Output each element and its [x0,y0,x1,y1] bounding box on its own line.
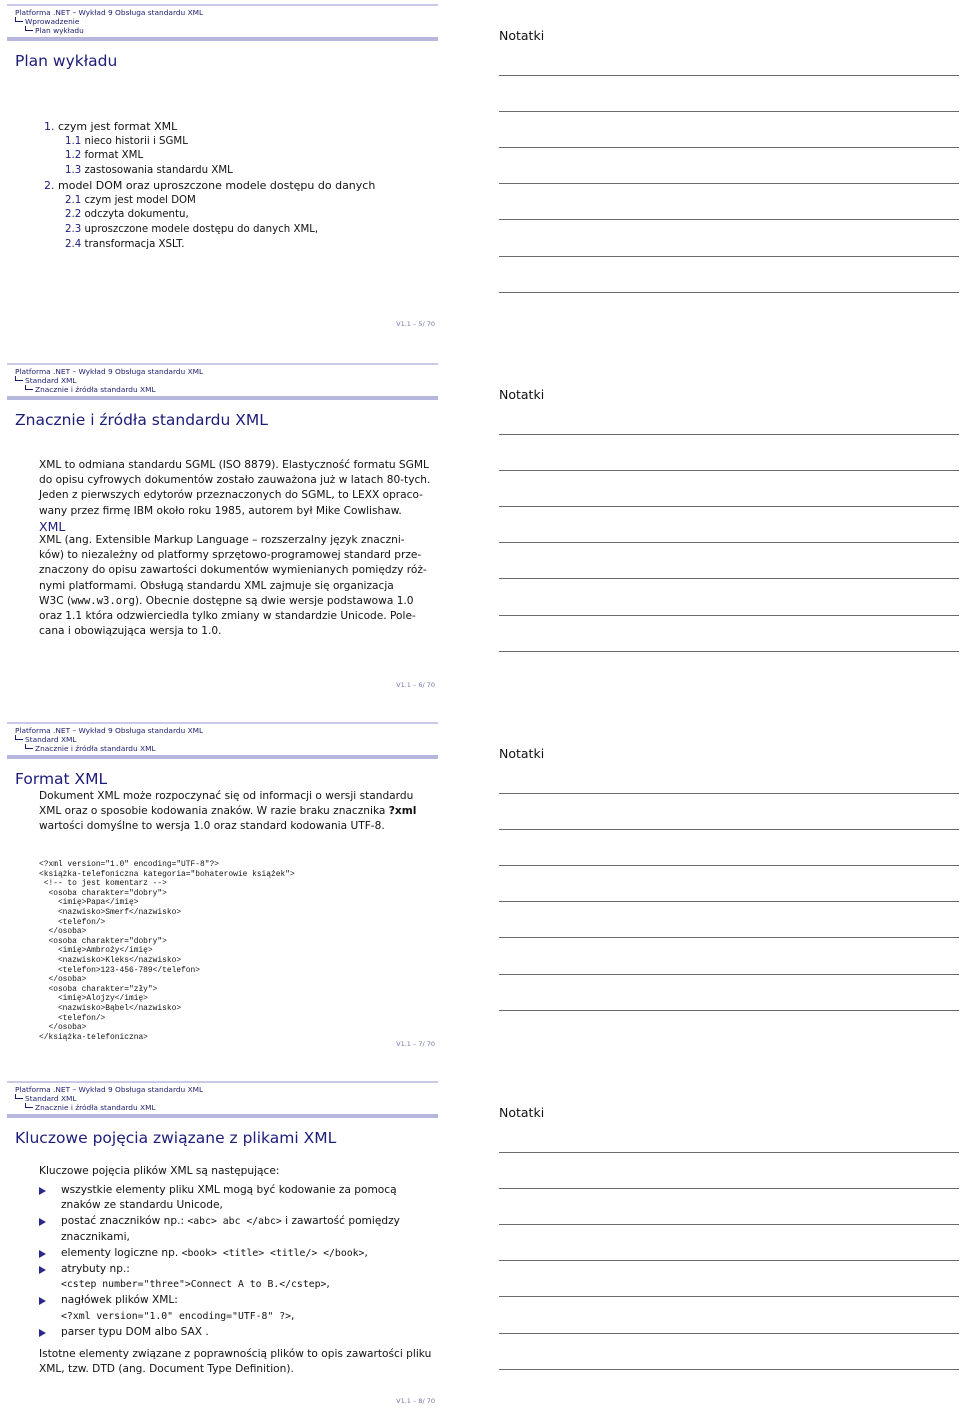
note-line [499,793,959,794]
note-line [499,1010,959,1011]
breadcrumb-subsection: Plan wykładu [15,26,84,35]
slide-footer: V1.1 – 8/ 70 [396,1397,435,1405]
bullet-triangle-icon [39,1218,46,1226]
note-line [499,1333,959,1334]
toc-subitem: 2.4 transformacja XSLT. [65,238,185,250]
notes-label: Notatki [499,387,545,402]
list-item: nagłówek plików XML: <?xml version="1.0" encoding="UTF-8" ?>, [39,1293,439,1323]
slide-7 [0,718,960,1076]
breadcrumb-root: Platforma .NET – Wykład 9 Obsługa standardu XML [15,726,204,735]
tree-hook-icon [15,17,23,22]
note-line [499,219,959,220]
slide-footer: V1.1 – 5/ 70 [396,320,435,328]
note-line [499,111,959,112]
w3c-url-link[interactable]: www.w3.org [71,594,135,607]
breadcrumb-section: Standard XML [15,735,77,744]
slide-footer: V1.1 – 6/ 70 [396,681,435,689]
tree-hook-icon [15,376,23,381]
header-bar [7,755,438,759]
note-line [499,1369,959,1370]
note-line [499,865,959,866]
list-item: postać znaczników np.: <abc> abc </abc> i zawartość pomiędzy znacznikami, [39,1214,439,1244]
toc-subitem: 2.1 czym jest model DOM [65,194,196,206]
slide-header [7,1081,438,1118]
note-line [499,578,959,579]
notes-label: Notatki [499,28,545,43]
note-line [499,434,959,435]
note-line [499,1260,959,1261]
list-item: elementy logiczne np. <book> <title> <title/> </book>, [39,1246,439,1261]
note-line [499,937,959,938]
tree-hook-icon [25,744,33,749]
history-paragraph: XML to odmiana standardu SGML (ISO 8879). Elastyczność formatu SGML do opisu cyfrowych dokumentów zostało zauważona już w latach 80-tych. Jeden z pierwszych edytorów przeznaczonych do SGML, to LEXX opraco- wany przez firmę IBM około roku 1985, autorem był Mike Cowlishaw. [39,459,431,517]
tree-hook-icon [25,1103,33,1108]
header-top-strip [7,4,438,6]
note-line [499,974,959,975]
toc-item: 1. czym jest format XML [44,120,178,133]
breadcrumb-subsection: Znacznie i źródła standardu XML [15,744,156,753]
concepts-tail: Istotne elementy związane z poprawnością plików to opis zawartości pliku XML, tzw. DTD (ang. Document Type Definition). [39,1348,432,1376]
breadcrumb-root: Platforma .NET – Wykład 9 Obsługa standardu XML [15,8,204,17]
slide-footer: V1.1 – 7/ 70 [396,1040,435,1048]
breadcrumb-section: Standard XML [15,1094,77,1103]
note-line [499,75,959,76]
header-bar [7,396,438,400]
note-line [499,147,959,148]
note-line [499,651,959,652]
note-line [499,1224,959,1225]
breadcrumb-section: Wprowadzenie [15,17,79,26]
note-line [499,829,959,830]
toc-subitem: 1.3 zastosowania standardu XML [65,165,233,177]
list-item: atrybuty np.: <cstep number="three">Connect A to B.</cstep>, [39,1262,439,1292]
breadcrumb-subsection: Znacznie i źródła standardu XML [15,385,156,394]
concepts-list [39,1183,439,1341]
note-line [499,1188,959,1189]
breadcrumb-root: Platforma .NET – Wykład 9 Obsługa standardu XML [15,367,204,376]
toc-item: 2. model DOM oraz uproszczone modele dostępu do danych [44,178,376,192]
header-bar [7,37,438,41]
list-item: wszystkie elementy pliku XML mogą być kodowanie za pomocą znaków ze standardu Unicode, [39,1183,439,1213]
slide-8 [0,1077,960,1409]
note-line [499,1296,959,1297]
concepts-lead: Kluczowe pojęcia plików XML są następujące: [39,1165,280,1177]
note-line [499,506,959,507]
header-top-strip [7,363,438,365]
header-top-strip [7,722,438,724]
format-intro: Dokument XML może rozpoczynać się od informacji o wersji standardu XML oraz o sposobie kodowania znaków. W razie braku znacznika ?xml wartości domyślne to wersja 1.0 oraz standard kodowania UTF-8. [39,790,417,833]
toc-subitem: 1.1 nieco historii i SGML [65,135,188,147]
slide-title: Plan wykładu [15,52,118,70]
slide-5 [0,0,960,358]
table-of-contents [44,120,375,252]
note-line [499,183,959,184]
header-top-strip [7,1081,438,1083]
slide-header [7,722,438,759]
xml-definition-block: XML XML (ang. Extensible Markup Language – rozszerzalny język znaczni- ków) to niezależny od platformy sprzętowo-programowej standard prze- znaczony do opisu zawartości dokumentów wymienianych pomiędzy róż- nymi platformami. Obsługą standardu XML zajmuje się organizacja W3C (www.w3.org). Obecnie dostępne są dwie wersje podstawowa 1.0 oraz 1.1 która odzwierciedla tylko zmiany w standardzie Unicode. Pole- cana i obowiązująca wersja to 1.0. [39,520,439,639]
toc-subitem: 2.3 uproszczone modele dostępu do danych XML, [65,223,319,235]
notes-label: Notatki [499,1105,545,1120]
note-line [499,901,959,902]
bullet-triangle-icon [39,1297,46,1305]
bullet-triangle-icon [39,1250,46,1258]
tree-hook-icon [25,385,33,390]
notes-label: Notatki [499,746,545,761]
breadcrumb-subsection: Znacznie i źródła standardu XML [15,1103,156,1112]
breadcrumb-root: Platforma .NET – Wykład 9 Obsługa standardu XML [15,1085,204,1094]
note-line [499,292,959,293]
bullet-triangle-icon [39,1329,46,1337]
note-line [499,470,959,471]
toc-subitem: 1.2 format XML [65,150,144,162]
tree-hook-icon [15,1094,23,1099]
bullet-triangle-icon [39,1187,46,1195]
note-line [499,1152,959,1153]
bullet-triangle-icon [39,1266,46,1274]
block-heading: XML [39,519,66,534]
note-line [499,615,959,616]
tree-hook-icon [25,26,33,31]
slide-title: Format XML [15,770,108,788]
list-item: parser typu DOM albo SAX . [39,1325,439,1340]
tree-hook-icon [15,735,23,740]
slide-title: Kluczowe pojęcia związane z plikami XML [15,1129,337,1147]
breadcrumb-section: Standard XML [15,376,77,385]
slide-title: Znacznie i źródła standardu XML [15,411,268,429]
xml-code-sample: <?xml version="1.0" encoding="UTF-8"?> <książka-telefoniczna kategoria="bohaterowie książek"> <!-- to jest komentarz --> <osoba charakter="dobry"> <imię>Papa</imię> <nazwisko>Smerf</nazwisko> <telefon/> </osoba> <osoba charakter="dobry"> <imię>Ambroży</imię> <nazwisko>Kleks</nazwisko> <telefon>123-456-789</telefon> </osoba> <osoba charakter="zły"> <imię>Alojzy</imię> <nazwisko>Bąbel</nazwisko> <telefon/> </osoba> </książka-telefoniczna> [39,860,295,1042]
slide-6 [0,359,960,717]
slide-header [7,363,438,400]
toc-subitem: 2.2 odczyta dokumentu, [65,209,189,221]
slide-header [7,4,438,41]
note-line [499,542,959,543]
header-bar [7,1114,438,1118]
note-line [499,256,959,257]
